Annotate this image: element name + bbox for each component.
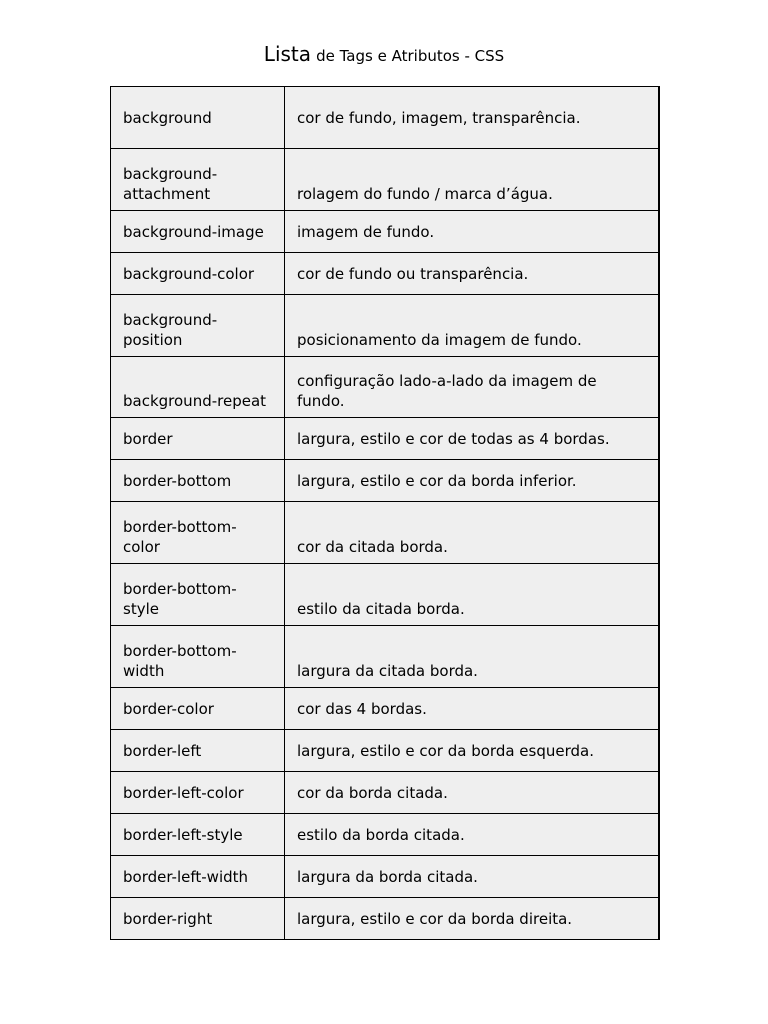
table-row [111, 357, 659, 418]
table-row [111, 149, 659, 211]
table-row [111, 502, 659, 564]
property-cell: border-left-color [111, 772, 285, 814]
table-row [111, 418, 659, 460]
property-cell: border-bottom [111, 460, 285, 502]
property-cell: border-bottom-width [111, 626, 285, 688]
description-cell: configuração lado-a-lado da imagem de fundo. [285, 357, 659, 418]
title-sub: de Tags e Atributos - CSS [316, 47, 505, 65]
table-row [111, 814, 659, 856]
description-cell: estilo da citada borda. [285, 564, 659, 626]
description-cell: cor das 4 bordas. [285, 688, 659, 730]
table-row [111, 856, 659, 898]
property-cell: border [111, 418, 285, 460]
property-cell: background-color [111, 253, 285, 295]
property-cell: background [111, 87, 285, 149]
property-cell: border-bottom-style [111, 564, 285, 626]
table-row [111, 730, 659, 772]
description-cell: estilo da borda citada. [285, 814, 659, 856]
description-cell: largura, estilo e cor da borda inferior. [285, 460, 659, 502]
property-cell: border-left-width [111, 856, 285, 898]
property-cell: background-image [111, 211, 285, 253]
description-cell: largura, estilo e cor da borda esquerda. [285, 730, 659, 772]
table-row [111, 688, 659, 730]
description-cell: largura, estilo e cor da borda direita. [285, 898, 659, 940]
property-cell: border-color [111, 688, 285, 730]
description-cell: cor da borda citada. [285, 772, 659, 814]
table-row [111, 295, 659, 357]
description-cell: posicionamento da imagem de fundo. [285, 295, 659, 357]
property-cell: border-left-style [111, 814, 285, 856]
property-cell: border-right [111, 898, 285, 940]
table-row [111, 87, 659, 149]
table-row [111, 460, 659, 502]
css-properties-table [110, 86, 660, 940]
table-row [111, 626, 659, 688]
description-cell: rolagem do fundo / marca d’água. [285, 149, 659, 211]
description-cell: cor da citada borda. [285, 502, 659, 564]
description-cell: imagem de fundo. [285, 211, 659, 253]
table-row [111, 772, 659, 814]
page-title [0, 42, 768, 66]
property-cell: background-attachment [111, 149, 285, 211]
description-cell: largura, estilo e cor de todas as 4 bordas. [285, 418, 659, 460]
property-cell: background-position [111, 295, 285, 357]
description-cell: largura da borda citada. [285, 856, 659, 898]
description-cell: cor de fundo, imagem, transparência. [285, 87, 659, 149]
title-main: Lista [263, 42, 312, 66]
property-cell: background-repeat [111, 357, 285, 418]
table-row [111, 253, 659, 295]
table-row [111, 898, 659, 940]
description-cell: largura da citada borda. [285, 626, 659, 688]
description-cell: cor de fundo ou transparência. [285, 253, 659, 295]
table-row [111, 211, 659, 253]
property-cell: border-left [111, 730, 285, 772]
table-row [111, 564, 659, 626]
property-cell: border-bottom-color [111, 502, 285, 564]
